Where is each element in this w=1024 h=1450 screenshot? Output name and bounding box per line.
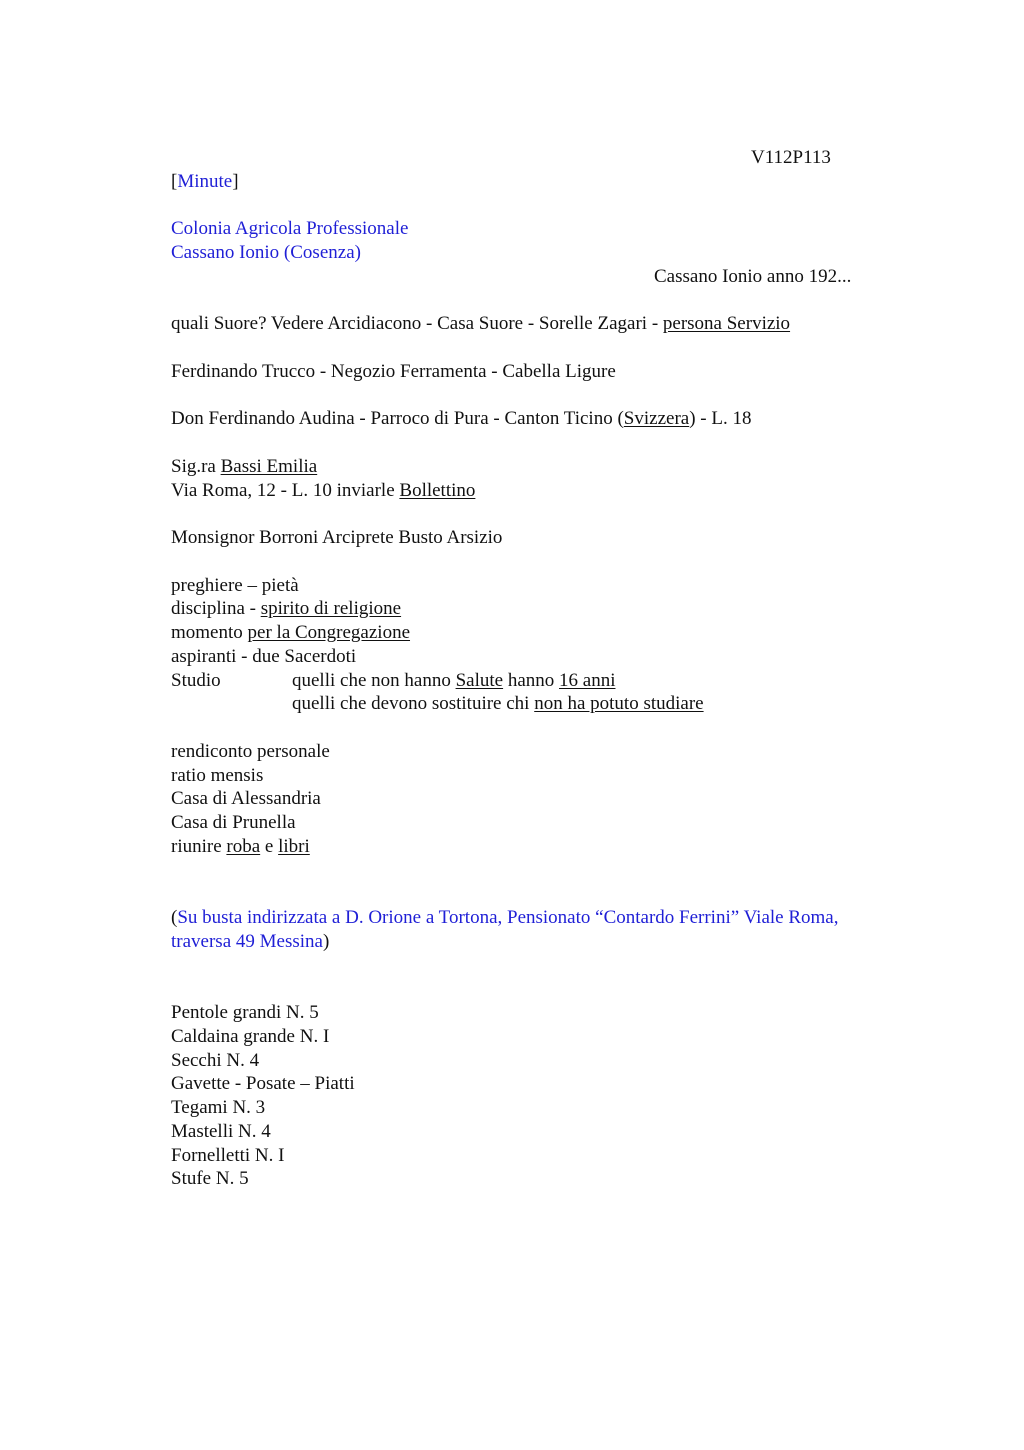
- inventory-item: Fornelletti N. I: [171, 1145, 285, 1166]
- item-prunella: Casa di Prunella: [171, 812, 296, 833]
- point-studio-line-2: quelli che devono sostituire chi non ha potuto studiare: [292, 693, 704, 714]
- point-aspiranti: aspiranti - due Sacerdoti: [171, 646, 357, 667]
- item-rendiconto: rendiconto personale: [171, 741, 330, 762]
- inventory-item: Stufe N. 5: [171, 1168, 249, 1189]
- org-place: Cassano Ionio (Cosenza): [171, 242, 361, 263]
- minute-label: [Minute]: [171, 171, 239, 192]
- point-disciplina: disciplina - spirito di religione: [171, 598, 402, 619]
- inventory-item: Gavette - Posate – Piatti: [171, 1073, 355, 1094]
- date-line: Cassano Ionio anno 192...: [654, 266, 852, 287]
- inventory-item: Secchi N. 4: [171, 1050, 260, 1071]
- envelope-note-line-2: traversa 49 Messina): [171, 931, 330, 952]
- note-bassi: Sig.ra Bassi Emilia: [171, 456, 318, 477]
- document-id: V112P113: [751, 147, 831, 168]
- point-momento: momento per la Congregazione: [171, 622, 411, 643]
- item-ratio: ratio mensis: [171, 765, 264, 786]
- note-trucco: Ferdinando Trucco - Negozio Ferramenta - Cabella Ligure: [171, 361, 616, 382]
- note-suore: quali Suore? Vedere Arcidiacono - Casa Suore - Sorelle Zagari - persona Servizio: [171, 313, 791, 334]
- note-via: Via Roma, 12 - L. 10 inviarle Bollettino: [171, 480, 476, 501]
- item-alessandria: Casa di Alessandria: [171, 788, 321, 809]
- envelope-note-line-1: (Su busta indirizzata a D. Orione a Tortona, Pensionato “Contardo Ferrini” Viale Roma,: [171, 907, 839, 928]
- item-riunire: riunire roba e libri: [171, 836, 310, 857]
- inventory-item: Pentole grandi N. 5: [171, 1002, 319, 1023]
- point-studio-line-1: quelli che non hanno Salute hanno 16 anni: [292, 670, 616, 691]
- inventory-item: Tegami N. 3: [171, 1097, 266, 1118]
- point-studio-label: Studio: [171, 670, 221, 691]
- inventory-item: Caldaina grande N. I: [171, 1026, 330, 1047]
- org-name: Colonia Agricola Professionale: [171, 218, 409, 239]
- inventory-item: Mastelli N. 4: [171, 1121, 271, 1142]
- note-audina: Don Ferdinando Audina - Parroco di Pura - Canton Ticino (Svizzera) - L. 18: [171, 408, 752, 429]
- point-preghiere: preghiere – pietà: [171, 575, 299, 596]
- note-borroni: Monsignor Borroni Arciprete Busto Arsizio: [171, 527, 503, 548]
